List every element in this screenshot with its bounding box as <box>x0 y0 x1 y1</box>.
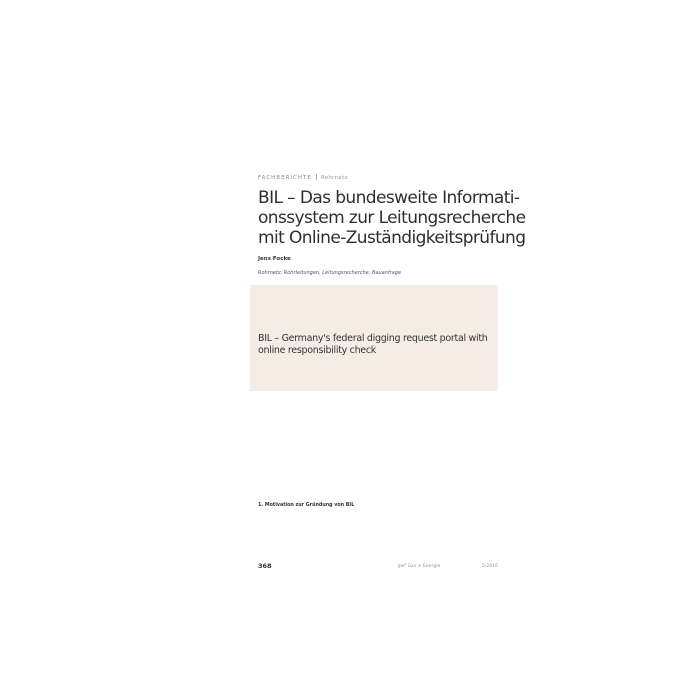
article-title-line: onssystem zur Leitungsrecherche <box>258 208 526 228</box>
english-abstract-title <box>258 333 494 357</box>
journal-name: gwf Gas + Energie <box>398 563 441 568</box>
header-divider <box>316 174 317 180</box>
english-abstract-title-line: online responsibility check <box>258 345 376 356</box>
keywords: Rohrnetz, Rohrleitungen, Leitungsrecherche, Bauanfrage <box>258 270 401 276</box>
issue-date: 5/2016 <box>482 563 498 568</box>
topic-label: Rohrnetz <box>320 175 348 181</box>
article-title-line: mit Online-Zuständigkeitsprüfung <box>258 228 526 248</box>
article-title-line: BIL – Das bundesweite Informati- <box>258 188 520 208</box>
running-header <box>258 174 458 181</box>
author-name: Jens Focke <box>258 256 291 262</box>
page-number: 368 <box>258 562 272 570</box>
section-heading: 1. Motivation zur Gründung von BIL <box>258 503 355 508</box>
english-abstract-title-line: BIL – Germany's federal digging request portal with <box>258 333 488 344</box>
article-title <box>258 188 526 248</box>
section-label: FACHBERICHTE <box>258 175 312 181</box>
